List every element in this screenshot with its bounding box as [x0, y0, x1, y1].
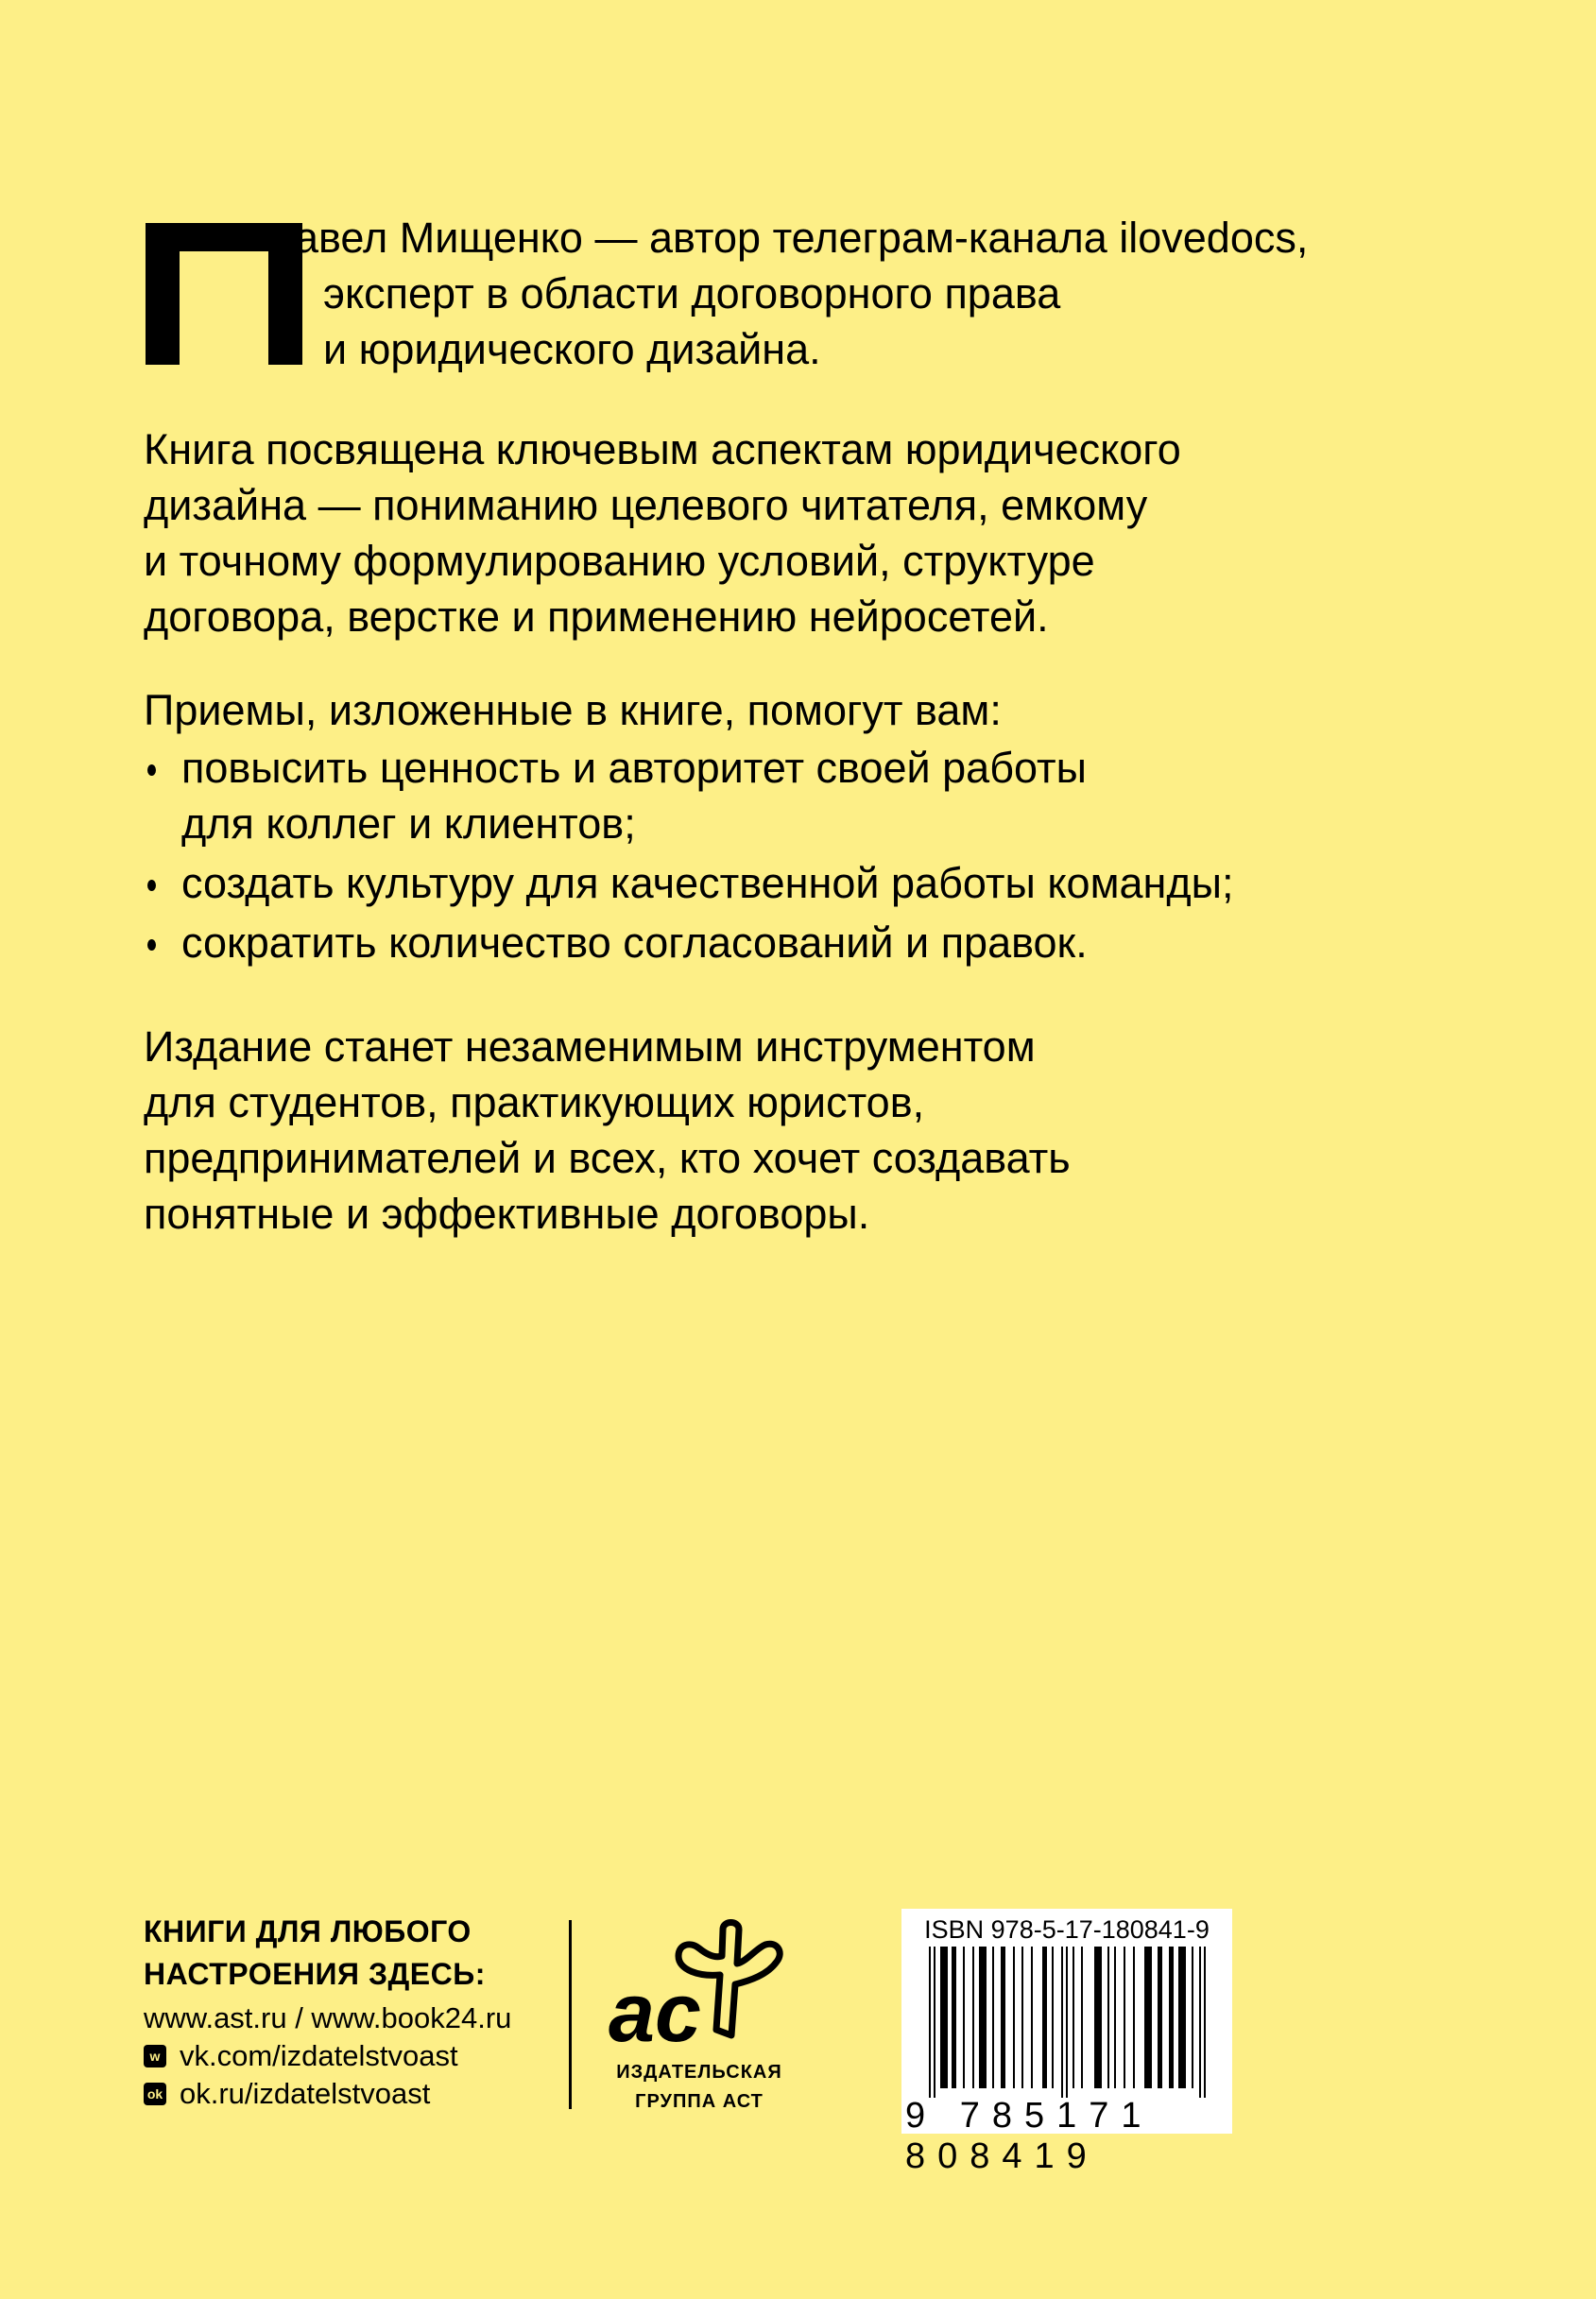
text-line: предпринимателей и всех, кто хочет создавать [144, 1134, 1071, 1182]
book-description [144, 421, 1514, 644]
isbn-barcode [901, 1909, 1232, 2176]
list-intro [144, 682, 1514, 738]
vk-link-text[interactable]: vk.com/izdatelstvoast [180, 2039, 458, 2072]
text-line: понятные и эффективные договоры. [144, 1190, 870, 1238]
text-line: дизайна — пониманию целевого читателя, емкому [144, 481, 1148, 529]
text-line: сократить количество согласований и правок. [181, 918, 1088, 967]
barcode-digits: 9 785171 808419 [905, 2096, 1154, 2176]
author-intro [144, 210, 1514, 377]
text-line: повысить ценность и авторитет своей работы [181, 744, 1087, 792]
list-item [144, 915, 1514, 970]
website-link[interactable]: www.ast.ru / www.book24.ru [144, 2001, 512, 2034]
odnoklassniki-icon: ok [144, 2083, 166, 2105]
intro-line: и юридического дизайна. [323, 325, 821, 373]
isbn-label: ISBN 978-5-17-180841-9 [924, 1915, 1210, 1944]
text-line: и точному формулированию условий, структуре [144, 537, 1095, 585]
benefits-list [144, 740, 1514, 970]
footer-links [144, 1911, 511, 2113]
website-links[interactable] [144, 1999, 511, 2037]
text-line: Приемы, изложенные в книге, помогут вам: [144, 686, 1002, 734]
intro-line: авел Мищенко — автор телеграм-канала ilovedocs, [295, 214, 1309, 262]
publisher-line: ИЗДАТЕЛЬСКАЯ [616, 2062, 782, 2083]
intro-line: эксперт в области договорного права [323, 269, 1061, 317]
publisher-name [605, 2058, 794, 2117]
vk-link[interactable] [144, 2037, 511, 2075]
text-line: для студентов, практикующих юристов, [144, 1078, 925, 1126]
text-line: Издание станет незаменимым инструментом [144, 1022, 1036, 1071]
ok-link[interactable] [144, 2075, 511, 2113]
ok-link-text[interactable]: ok.ru/izdatelstvoast [180, 2077, 431, 2110]
audience-paragraph [144, 1019, 1514, 1242]
list-item [144, 740, 1514, 851]
bullet-icon [147, 764, 156, 776]
text-line: Книга посвящена ключевым аспектам юридического [144, 425, 1181, 473]
bullet-icon [147, 880, 156, 891]
footer-heading: НАСТРОЕНИЯ ЗДЕСЬ: [144, 1957, 486, 1991]
svg-text:ac: ac [609, 1965, 701, 2059]
text-line: создать культуру для качественной работы команды; [181, 859, 1234, 907]
footer-divider [569, 1920, 572, 2109]
vk-icon: w [144, 2045, 166, 2067]
barcode-bars-icon [925, 1947, 1209, 2098]
text-line: для коллег и клиентов; [181, 799, 636, 848]
publisher-line: ГРУППА АСТ [635, 2091, 764, 2112]
list-item [144, 855, 1514, 911]
text-line: договора, верстке и применению нейросетей. [144, 592, 1049, 641]
footer-heading: КНИГИ ДЛЯ ЛЮБОГО [144, 1914, 472, 1948]
bullet-icon [147, 939, 156, 951]
